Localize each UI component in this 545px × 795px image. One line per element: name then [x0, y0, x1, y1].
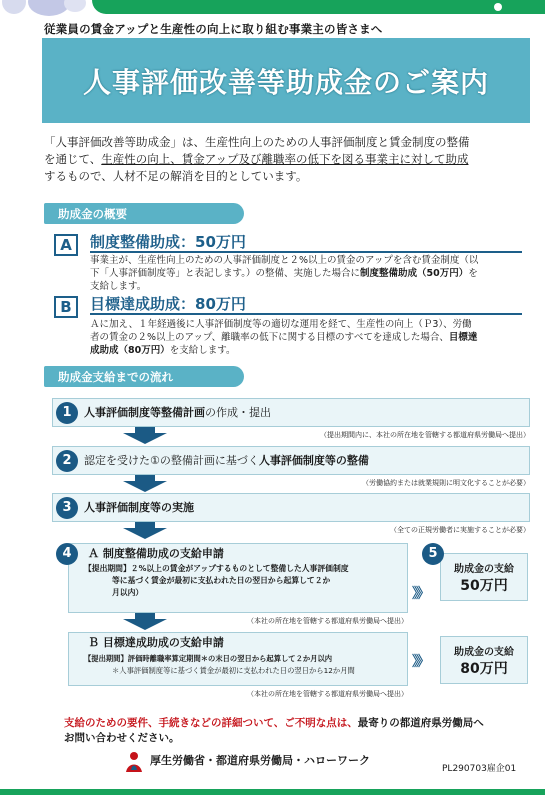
- bottom-decoration: [0, 789, 545, 795]
- badge-a: A: [54, 234, 78, 256]
- step-3-note: （全ての正規労働者に実施することが必要）: [390, 526, 530, 534]
- grant-b-text: [90, 318, 530, 357]
- grant-b-text-2a: 者の賃金の２%以上のアップ、離職率の低下に関する目標のすべてを達成した場合、: [90, 332, 449, 343]
- step-4a-period-1: ２%以上の賃金がアップするものとして整備した人事評価制度: [130, 564, 349, 573]
- chevron-b-icon: 》》: [412, 654, 427, 670]
- step-4a-period-2: 等に基づく賃金が最初に支払われた日の翌日から起算して２か: [112, 576, 331, 585]
- step-4-number: 4: [56, 543, 78, 565]
- overview-heading: 助成金の概要: [44, 203, 244, 224]
- step-1-label-a: 人事評価制度等整備計画: [84, 406, 205, 419]
- grant-a-underline: [90, 251, 522, 253]
- arrow-2: [123, 481, 167, 492]
- grant-a-text-2c: を: [468, 268, 478, 279]
- grant-b-underline: [90, 313, 522, 315]
- step-1-note: （提出期間内に、本社の所在地を管轄する都道府県労働局へ提出）: [320, 431, 530, 439]
- payout-a-box: [440, 553, 528, 601]
- step-4b-title: Ｂ 目標達成助成の支給申請: [88, 636, 224, 649]
- step-4b-note: （本社の所在地を管轄する都道府県労働局へ提出）: [247, 690, 408, 698]
- step-4a-note: （本社の所在地を管轄する都道府県労働局へ提出）: [247, 617, 408, 625]
- step-4a-period: [84, 563, 404, 599]
- grant-b-text-3a: 成助成（80万円）: [90, 345, 170, 356]
- intro-line-2a: を通じて、: [44, 152, 102, 166]
- grant-a-text-1: 事業主が、生産性向上のための人事評価制度と２%以上の賃金のアップを含む賃金制度（以: [90, 255, 479, 266]
- intro-line-2b: 生産性の向上、賃金アップ及び離職率の低下を図る事業主に対して助成: [101, 152, 469, 166]
- step-2-note: （労働協約または就業規則に明文化することが必要）: [362, 479, 530, 487]
- footer-note-b: 最寄りの都道府県労働局へ: [357, 717, 484, 729]
- top-decoration: [0, 0, 545, 18]
- step-2-number: 2: [56, 450, 78, 472]
- step-3-number: 3: [56, 497, 78, 519]
- header-subtitle: 従業員の賃金アップと生産性の向上に取り組む事業主の皆さまへ: [44, 22, 383, 36]
- step-4b-period-1: 評価時離職率算定期間＊の末日の翌日から起算して２か月以内: [127, 654, 333, 663]
- arrow-1: [123, 433, 167, 444]
- arrow-3: [123, 528, 167, 539]
- grant-a-title: 制度整備助成：50万円: [90, 233, 246, 251]
- footer-note: [64, 716, 524, 746]
- step-4a-period-label: 【提出期間】: [84, 564, 131, 573]
- step-4b-period-label: 【提出期間】: [84, 654, 128, 663]
- step-4a-title: Ａ 制度整備助成の支給申請: [88, 547, 224, 560]
- footer-note-a: 支給のための要件、手続きなどの詳細ついて、ご不明な点は、: [64, 717, 358, 729]
- intro-line-1: 「人事評価改善等助成金」は、生産性向上のための人事評価制度と賃金制度の整備: [44, 135, 470, 149]
- intro-line-3: するもので、人材不足の解消を目的としています。: [44, 169, 308, 183]
- step-4a-period-3: 月以内）: [112, 588, 144, 597]
- grant-a-text-2a: 下「人事評価制度等」と表記します。）の整備、実施した場合に: [90, 268, 360, 279]
- payout-b-label: 助成金の支給: [454, 647, 514, 658]
- document-code: PL290703雇企01: [442, 764, 517, 774]
- step-2-label: [84, 454, 369, 468]
- payout-a-label: 助成金の支給: [454, 564, 514, 575]
- chevron-a-icon: 》》: [412, 586, 427, 602]
- grant-b-text-2b: 目標達: [448, 332, 478, 343]
- step-2-label-a: 認定を受けた①の整備計画に基づく: [84, 454, 259, 467]
- page-title: 人事評価改善等助成金のご案内: [82, 65, 489, 99]
- step-1-label-b: の作成・提出: [205, 406, 271, 419]
- step-4b-period: [84, 653, 406, 677]
- badge-b: B: [54, 296, 78, 318]
- payout-b-box: [440, 636, 528, 684]
- grant-a-text: [90, 254, 530, 293]
- footer-note-c: お問い合わせください。: [64, 732, 180, 744]
- grant-b-title: 目標達成助成：80万円: [90, 295, 246, 313]
- step-1-label: [84, 406, 271, 420]
- footer-organization: 厚生労働省・都道府県労働局・ハローワーク: [150, 754, 370, 767]
- grant-b-text-1: Ａに加え、１年経過後に人事評価制度等の適切な運用を経て、生産性の向上（Ｐ3）、労働: [90, 319, 472, 330]
- step-5-number: 5: [422, 543, 444, 565]
- grant-a-text-3: 支給します。: [90, 281, 147, 292]
- flow-heading: 助成金支給までの流れ: [44, 366, 244, 387]
- step-2-label-b: 人事評価制度等の整備: [258, 454, 369, 467]
- step-1-number: 1: [56, 402, 78, 424]
- intro-paragraph: [44, 134, 524, 185]
- arrow-4: [123, 619, 167, 630]
- payout-b-amount: 80万円: [460, 661, 508, 677]
- step-3-label: 人事評価制度等の実施: [84, 501, 194, 514]
- payout-a-amount: 50万円: [460, 578, 508, 594]
- title-band: [42, 38, 530, 123]
- step-4b-period-2: ＊人事評価制度等に基づく賃金が最初に支払われた日の翌日から12か月間: [112, 666, 355, 675]
- mhlw-logo-icon: [122, 750, 146, 774]
- grant-b-text-3b: を支給します。: [169, 345, 236, 356]
- grant-a-text-2b: 制度整備助成（50万円）: [360, 268, 469, 279]
